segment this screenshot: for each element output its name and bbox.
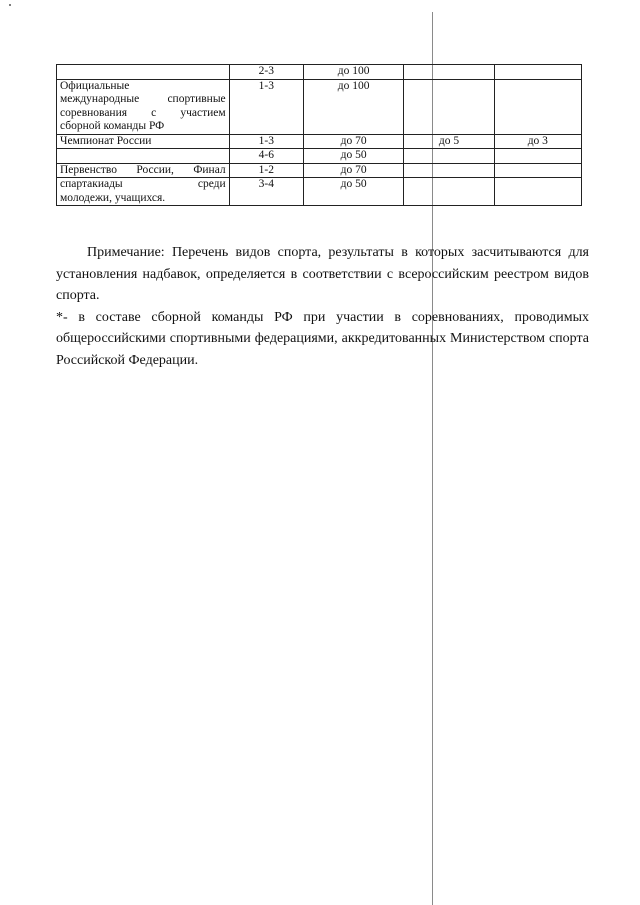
name-line: Первенство России, Финал bbox=[60, 163, 226, 176]
table-cell-place: 4-6 bbox=[229, 149, 303, 164]
table-row bbox=[57, 149, 582, 164]
name-line: международные спортивные bbox=[60, 93, 226, 105]
table-cell-place: 1-3 bbox=[229, 134, 303, 149]
table-cell-name bbox=[57, 134, 230, 149]
name-line: сборной команды РФ bbox=[60, 120, 165, 132]
table-row bbox=[57, 163, 582, 178]
table-cell-col-b: до 3 bbox=[494, 134, 581, 149]
note-paragraph: Примечание: Перечень видов спорта, результаты в которых засчитываются для установления надбавок, определяется в соответствии с всероссийским реестром видов спорта. bbox=[56, 245, 589, 303]
table-cell-percent: до 50 bbox=[303, 149, 403, 164]
table-cell-col-a bbox=[404, 79, 494, 134]
table-row bbox=[57, 65, 582, 80]
table-cell-col-b bbox=[494, 178, 581, 206]
table-cell-col-a bbox=[404, 149, 494, 164]
table-cell-name bbox=[57, 178, 230, 206]
table-cell-place: 2-3 bbox=[229, 65, 303, 80]
table-row bbox=[57, 134, 582, 149]
table-cell-col-b bbox=[494, 79, 581, 134]
bonus-table bbox=[56, 64, 582, 206]
name-line: спартакиады среди bbox=[60, 178, 226, 190]
table-row bbox=[57, 79, 582, 134]
table-cell-name bbox=[57, 79, 230, 134]
table-cell-place: 1-3 bbox=[229, 79, 303, 134]
table-cell-col-b bbox=[494, 65, 581, 80]
table-cell-col-b bbox=[494, 149, 581, 164]
name-line: Чемпионат России bbox=[60, 134, 152, 147]
table-cell-percent: до 50 bbox=[303, 178, 403, 206]
table-cell-percent: до 70 bbox=[303, 134, 403, 149]
table-cell-place: 1-2 bbox=[229, 163, 303, 178]
table-cell-percent: до 70 bbox=[303, 163, 403, 178]
table-cell-percent: до 100 bbox=[303, 79, 403, 134]
table-cell-col-b bbox=[494, 163, 581, 178]
scan-speck bbox=[9, 4, 11, 6]
table-cell-percent: до 100 bbox=[303, 65, 403, 80]
table-cell-col-a bbox=[404, 178, 494, 206]
table-cell-name bbox=[57, 65, 230, 80]
table-cell-name bbox=[57, 163, 230, 178]
table-cell-place: 3-4 bbox=[229, 178, 303, 206]
table-cell-col-a: до 5 bbox=[404, 134, 494, 149]
name-line: молодежи, учащихся. bbox=[60, 191, 166, 204]
table-cell-col-a bbox=[404, 163, 494, 178]
table-cell-col-a bbox=[404, 65, 494, 80]
footnote-paragraph: *- в составе сборной команды РФ при участии в соревнованиях, проводимых общероссийскими спортивными федерациями, аккредитованных Министерством спорта Российской Федерации. bbox=[56, 309, 589, 368]
table-row bbox=[57, 178, 582, 206]
name-line: соревнования с участием bbox=[60, 106, 226, 119]
table-cell-name bbox=[57, 149, 230, 164]
name-line: Официальные bbox=[60, 79, 130, 92]
notes-section bbox=[56, 242, 589, 371]
